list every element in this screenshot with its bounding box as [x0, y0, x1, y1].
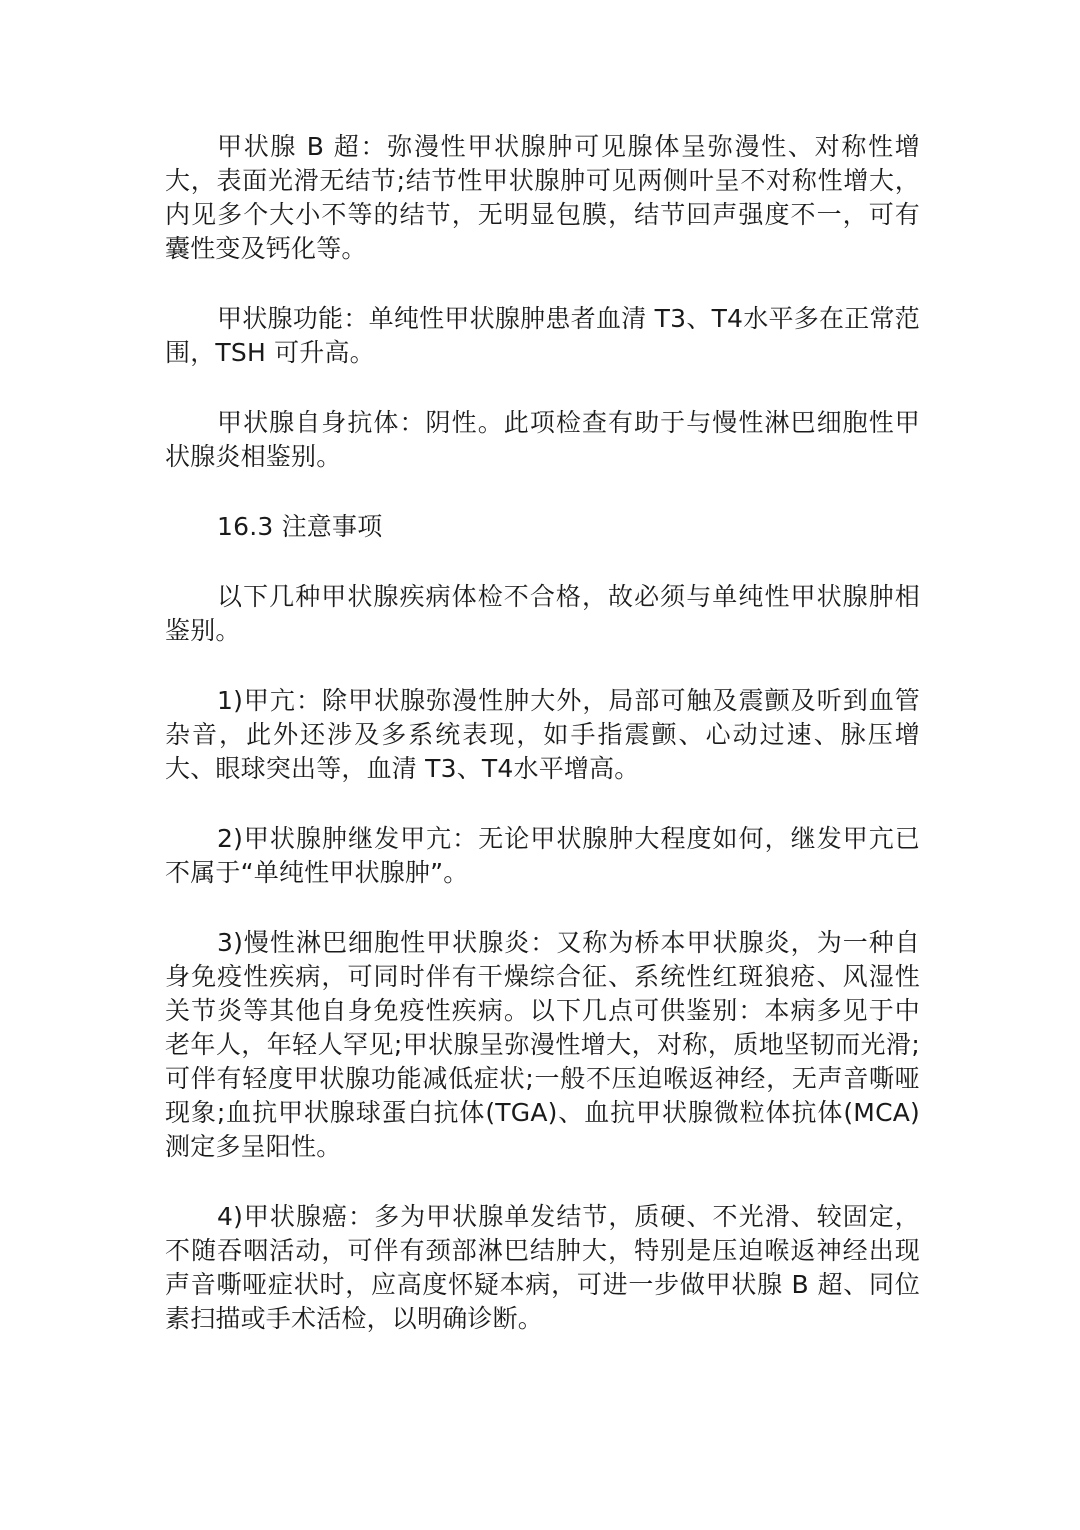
list-item-secondary-hyperthyroidism: 2)甲状腺肿继发甲亢：无论甲状腺肿大程度如何，继发甲亢已不属于“单纯性甲状腺肿”。 [165, 824, 920, 887]
list-item-hyperthyroidism: 1)甲亢：除甲状腺弥漫性肿大外，局部可触及震颤及听到血管杂音，此外还涉及多系统表现，如手指震颤、心动过速、脉压增大、眼球突出等，血清 T3、T4水平增高。 [165, 686, 920, 783]
document-page [165, 130, 920, 1372]
list-item-hashimoto: 3)慢性淋巴细胞性甲状腺炎：又称为桥本甲状腺炎，为一种自身免疫性疾病，可同时伴有干燥综合征、系统性红斑狼疮、风湿性关节炎等其他自身免疫性疾病。以下几点可供鉴别：本病多见于中老年人，年轻人罕见;甲状腺呈弥漫性增大，对称，质地坚韧而光滑;可伴有轻度甲状腺功能减低症状;一般不压迫喉返神经，无声音嘶哑现象;血抗甲状腺球蛋白抗体(TGA)、血抗甲状腺微粒体抗体(MCA)测定多呈阳性。 [165, 928, 920, 1161]
paragraph-b-ultrasound: 甲状腺 B 超：弥漫性甲状腺肿可见腺体呈弥漫性、对称性增大，表面光滑无结节;结节性甲状腺肿可见两侧叶呈不对称性增大，内见多个大小不等的结节，无明显包膜，结节回声强度不一，可有囊性变及钙化等。 [165, 132, 920, 263]
paragraph-thyroid-function: 甲状腺功能：单纯性甲状腺肿患者血清 T3、T4水平多在正常范围，TSH 可升高。 [165, 304, 920, 367]
list-item-thyroid-cancer: 4)甲状腺癌：多为甲状腺单发结节，质硬、不光滑、较固定，不随吞咽活动，可伴有颈部淋巴结肿大，特别是压迫喉返神经出现声音嘶哑症状时，应高度怀疑本病，可进一步做甲状腺 B 超、同位素扫描或手术活检，以明确诊断。 [165, 1202, 920, 1333]
section-heading: 16.3 注意事项 [217, 512, 383, 541]
paragraph-intro: 以下几种甲状腺疾病体检不合格，故必须与单纯性甲状腺肿相鉴别。 [165, 582, 920, 645]
paragraph-autoantibody: 甲状腺自身抗体：阴性。此项检查有助于与慢性淋巴细胞性甲状腺炎相鉴别。 [165, 408, 920, 471]
